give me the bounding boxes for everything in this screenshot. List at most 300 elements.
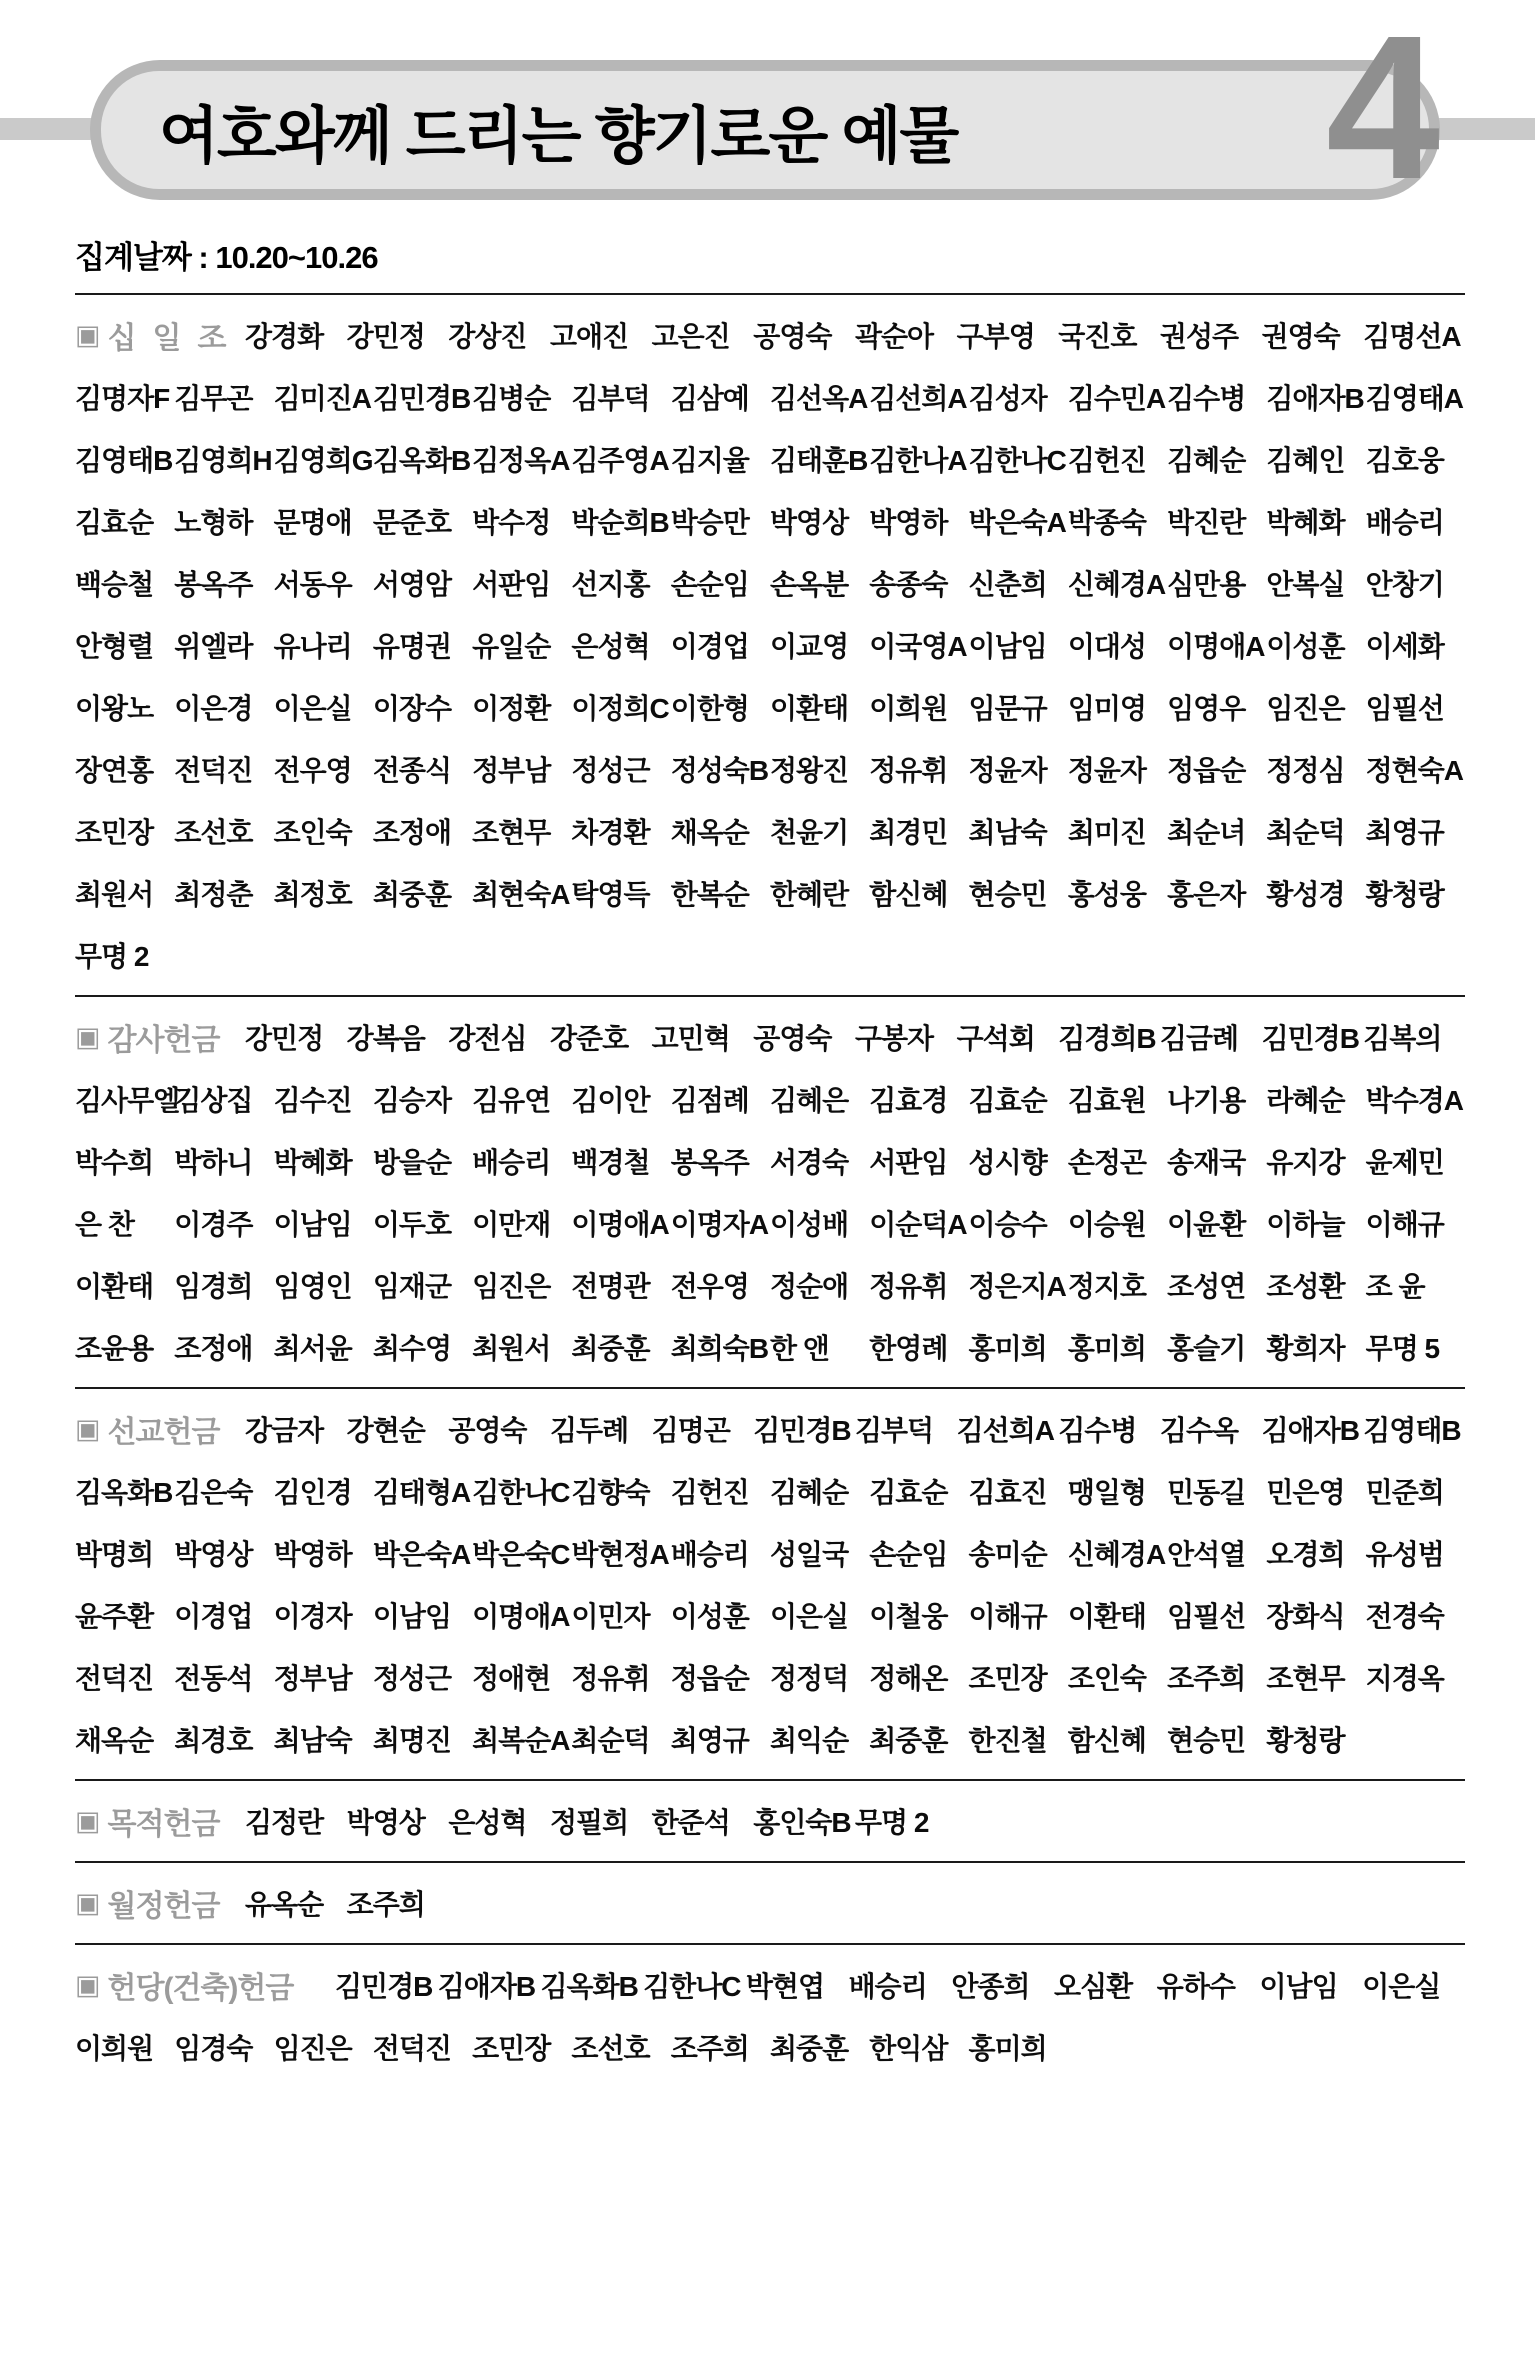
donor-name: 전덕진 — [372, 2033, 451, 2064]
donor-name: 정해온 — [869, 1663, 948, 1694]
donor-name: 정유휘 — [869, 755, 948, 786]
donor-name: 정유휘 — [571, 1663, 650, 1694]
donor-name: 맹일형 — [1067, 1477, 1146, 1508]
donor-name: 최원서 — [472, 1333, 551, 1364]
donor-name: 전명관 — [571, 1271, 650, 1302]
donor-name: 김영태B — [1363, 1415, 1461, 1446]
donor-name: 조현무 — [472, 817, 551, 848]
donor-name: 박은숙A — [968, 507, 1066, 538]
offering-sections — [75, 293, 1465, 2087]
name-cells — [75, 935, 1465, 975]
donor-name: 홍은자 — [1167, 879, 1246, 910]
donor-name: 최순녀 — [1167, 817, 1246, 848]
donor-name: 정유휘 — [869, 1271, 948, 1302]
donor-name: 이대성 — [1067, 631, 1146, 662]
donor-name: 이남임 — [1259, 1971, 1338, 2002]
donor-name: 이경자 — [273, 1601, 352, 1632]
donor-name: 강민정 — [346, 321, 425, 352]
name-cells — [245, 1801, 1465, 1841]
offering-section — [75, 1779, 1465, 1861]
donor-name: 신혜경A — [1067, 569, 1166, 600]
name-row — [75, 862, 1465, 924]
donor-name: 김유연 — [472, 1085, 551, 1116]
section-label-text: 월정헌금 — [107, 1890, 220, 1923]
donor-name: 김애자B — [1266, 383, 1364, 414]
name-cells — [245, 1883, 1465, 1923]
donor-name: 박순희B — [571, 507, 669, 538]
donor-name: 김민경B — [335, 1971, 433, 2002]
donor-name: 김향숙 — [571, 1477, 650, 1508]
offering-section — [75, 1387, 1465, 1779]
donor-name: 이남임 — [968, 631, 1047, 662]
section-label — [75, 1799, 245, 1843]
donor-name: 정정심 — [1266, 755, 1345, 786]
donor-name: 박현엽 — [745, 1971, 825, 2002]
donor-name: 황희자 — [1266, 1333, 1345, 1364]
donor-name: 이남임 — [372, 1601, 451, 1632]
donor-name: 김이안 — [571, 1085, 650, 1116]
donor-name: 조성환 — [1266, 1271, 1345, 1302]
donor-name: 김한나A — [869, 445, 967, 476]
donor-name: 임문규 — [968, 693, 1047, 724]
donor-name: 최중훈 — [869, 1725, 948, 1756]
donor-name: 박종숙 — [1067, 507, 1146, 538]
donor-name: 장화식 — [1266, 1601, 1345, 1632]
donor-name: 박현정A — [571, 1539, 669, 1570]
section-marker-icon: ▣ — [75, 1021, 100, 1052]
donor-name: 박혜화 — [1266, 507, 1345, 538]
donor-name: 박영하 — [273, 1539, 352, 1570]
donor-name: 김옥화B — [75, 1477, 173, 1508]
donor-name: 김영희G — [273, 445, 373, 476]
donor-name: 김효진 — [968, 1477, 1047, 1508]
donor-name: 성일국 — [769, 1539, 849, 1570]
donor-name: 최중훈 — [372, 879, 451, 910]
donor-name: 최중훈 — [769, 2033, 849, 2064]
name-row — [75, 924, 1465, 986]
name-row — [75, 304, 1465, 366]
donor-name: 서경숙 — [769, 1147, 849, 1178]
donor-name: 박은숙C — [472, 1539, 570, 1570]
donor-name: 유명권 — [372, 631, 451, 662]
name-cells — [75, 563, 1465, 603]
donor-name: 김옥화B — [372, 445, 471, 476]
donor-name: 김사무엘 — [75, 1085, 180, 1116]
donor-name: 최미진 — [1067, 817, 1146, 848]
donor-name: 이명자A — [670, 1209, 769, 1240]
donor-name: 이명애A — [571, 1209, 669, 1240]
donor-name: 박수정 — [472, 507, 551, 538]
donor-name: 구부영 — [956, 321, 1035, 352]
donor-name: 한익삼 — [869, 2033, 948, 2064]
donor-name: 이성훈 — [670, 1601, 749, 1632]
section-marker-icon: ▣ — [75, 1887, 100, 1918]
donor-name: 정순애 — [769, 1271, 849, 1302]
donor-name: 문명애 — [273, 507, 352, 538]
donor-name: 박수경A — [1365, 1085, 1464, 1116]
donor-name: 이경주 — [174, 1209, 253, 1240]
donor-name: 조선호 — [174, 817, 253, 848]
donor-name: 김혜순 — [769, 1477, 849, 1508]
donor-name: 김효순 — [968, 1085, 1047, 1116]
donor-name: 최명진 — [372, 1725, 451, 1756]
donor-name: 홍슬기 — [1167, 1333, 1246, 1364]
donor-name: 정현숙A — [1365, 755, 1464, 786]
donor-name: 이희원 — [75, 2033, 154, 2064]
name-row — [75, 1584, 1465, 1646]
donor-name: 황성경 — [1266, 879, 1345, 910]
donor-name: 최원서 — [75, 879, 154, 910]
offering-section — [75, 995, 1465, 1387]
donor-name: 유성범 — [1365, 1539, 1444, 1570]
name-row — [75, 1254, 1465, 1316]
donor-name: 유지강 — [1266, 1147, 1345, 1178]
donor-name: 이남임 — [273, 1209, 352, 1240]
donor-name: 공영숙 — [753, 321, 832, 352]
section-label-text: 감사헌금 — [107, 1024, 220, 1057]
section-rows — [75, 1006, 1465, 1378]
donor-name: 은성혁 — [571, 631, 650, 662]
donor-name: 최서윤 — [273, 1333, 352, 1364]
donor-name: 김미진A — [273, 383, 371, 414]
donor-name: 김점례 — [670, 1085, 749, 1116]
section-rows — [75, 1872, 1465, 1934]
section-label — [75, 313, 245, 357]
donor-name: 김수병 — [1058, 1415, 1137, 1446]
donor-name: 조민장 — [75, 817, 154, 848]
section-label — [75, 1407, 245, 1451]
offering-section — [75, 1861, 1465, 1943]
donor-name: 송종숙 — [869, 569, 948, 600]
name-row — [75, 1068, 1465, 1130]
name-row — [75, 1316, 1465, 1378]
donor-name: 정성숙B — [670, 755, 769, 786]
title-banner — [90, 60, 1440, 200]
name-row — [75, 676, 1465, 738]
donor-name: 김정란 — [245, 1807, 324, 1838]
name-row — [75, 428, 1465, 490]
name-cells — [75, 873, 1465, 913]
donor-name: 임경숙 — [174, 2033, 253, 2064]
donor-name: 정애현 — [472, 1663, 551, 1694]
donor-name: 서동우 — [273, 569, 352, 600]
donor-name: 차경환 — [571, 817, 650, 848]
section-marker-icon: ▣ — [75, 1969, 100, 2000]
donor-name: 김옥화B — [540, 1971, 638, 2002]
name-cells — [75, 1203, 1465, 1243]
donor-name: 봉옥주 — [670, 1147, 749, 1178]
donor-name: 정지호 — [1067, 1271, 1146, 1302]
donor-name: 김한나C — [643, 1971, 741, 2002]
donor-name: 정부남 — [472, 755, 551, 786]
donor-name: 이희원 — [869, 693, 948, 724]
donor-name: 서판임 — [472, 569, 551, 600]
donor-name: 김혜인 — [1266, 445, 1345, 476]
donor-name: 한혜란 — [769, 879, 849, 910]
donor-name: 임영인 — [273, 1271, 352, 1302]
donor-name: 손옥분 — [769, 569, 849, 600]
donor-name: 강민정 — [245, 1023, 324, 1054]
donor-name: 최수영 — [372, 1333, 451, 1364]
name-cells — [75, 811, 1465, 851]
donor-name: 조 윤 — [1365, 1271, 1425, 1302]
donor-name: 최정춘 — [174, 879, 253, 910]
donor-name: 조정애 — [174, 1333, 253, 1364]
donor-name: 최중훈 — [571, 1333, 650, 1364]
donor-name: 신혜경A — [1067, 1539, 1166, 1570]
name-cells — [75, 687, 1465, 727]
donor-name: 이은경 — [174, 693, 253, 724]
donor-name: 이환태 — [1067, 1601, 1146, 1632]
donor-name: 배승리 — [1365, 507, 1444, 538]
donor-name: 고애진 — [549, 321, 629, 352]
donor-name: 권영숙 — [1261, 321, 1340, 352]
donor-name: 김선희A — [869, 383, 967, 414]
name-cells — [245, 1017, 1465, 1057]
donor-name: 조현무 — [1266, 1663, 1345, 1694]
donor-name: 최희숙B — [670, 1333, 769, 1364]
donor-name: 김효경 — [869, 1085, 948, 1116]
donor-name: 이경업 — [174, 1601, 253, 1632]
donor-name: 은 찬 — [75, 1209, 134, 1240]
donor-name: 배승리 — [472, 1147, 551, 1178]
donor-name: 이은실 — [273, 693, 352, 724]
section-label-text: 선교헌금 — [107, 1416, 220, 1449]
name-row — [75, 1954, 1465, 2016]
donor-name: 오경희 — [1266, 1539, 1345, 1570]
name-cells — [75, 501, 1465, 541]
name-row — [75, 366, 1465, 428]
donor-name: 손순임 — [670, 569, 749, 600]
donor-name: 김태훈B — [769, 445, 868, 476]
donor-name: 무명 5 — [1365, 1333, 1440, 1364]
donor-name: 김수옥 — [1159, 1415, 1239, 1446]
donor-name: 이윤환 — [1167, 1209, 1246, 1240]
name-row — [75, 552, 1465, 614]
donor-name: 김명자F — [75, 383, 170, 414]
donor-name: 최경민 — [869, 817, 948, 848]
donor-name: 김상집 — [174, 1085, 253, 1116]
donor-name: 김삼예 — [670, 383, 749, 414]
donor-name: 김성자 — [968, 383, 1047, 414]
donor-name: 한 앤 — [769, 1333, 829, 1364]
donor-name: 채옥순 — [75, 1725, 154, 1756]
name-cells — [75, 1265, 1465, 1305]
name-row — [75, 738, 1465, 800]
donor-name: 곽순아 — [854, 321, 934, 352]
donor-name: 전덕진 — [75, 1663, 154, 1694]
donor-name: 김태형A — [372, 1477, 471, 1508]
donor-name: 김두례 — [549, 1415, 629, 1446]
donor-name: 홍미희 — [968, 2033, 1047, 2064]
name-row — [75, 1708, 1465, 1770]
section-rows — [75, 1954, 1465, 2078]
donor-name: 최남숙 — [968, 817, 1047, 848]
donor-name: 조주희 — [1167, 1663, 1246, 1694]
donor-name: 봉옥주 — [174, 569, 253, 600]
donor-name: 김애자B — [437, 1971, 536, 2002]
donor-name: 서판임 — [869, 1147, 948, 1178]
name-cells — [75, 1657, 1465, 1697]
donor-name: 안종희 — [951, 1971, 1030, 2002]
section-rows — [75, 1398, 1465, 1770]
name-cells — [245, 315, 1465, 355]
donor-name: 김주영A — [571, 445, 669, 476]
donor-name: 최영규 — [1365, 817, 1444, 848]
donor-name: 최익순 — [769, 1725, 849, 1756]
donor-name: 강상진 — [448, 321, 527, 352]
donor-name: 정정덕 — [769, 1663, 849, 1694]
section-marker-icon: ▣ — [75, 1413, 100, 1444]
donor-name: 이순덕A — [869, 1209, 967, 1240]
section-label — [75, 1015, 245, 1059]
donor-name: 이승원 — [1067, 1209, 1146, 1240]
name-row — [75, 1192, 1465, 1254]
donor-name: 선지홍 — [571, 569, 650, 600]
donor-name: 강금자 — [245, 1415, 324, 1446]
donor-name: 정읍순 — [670, 1663, 749, 1694]
donor-name: 정성근 — [372, 1663, 451, 1694]
donor-name: 박은숙A — [372, 1539, 471, 1570]
donor-name: 한영례 — [869, 1333, 948, 1364]
donor-name: 조인숙 — [273, 817, 352, 848]
donor-name: 최현숙A — [472, 879, 570, 910]
name-cells — [75, 1327, 1465, 1367]
donor-name: 이민자 — [571, 1601, 650, 1632]
donor-name: 김효원 — [1067, 1085, 1146, 1116]
donor-name: 임경희 — [174, 1271, 253, 1302]
offering-section — [75, 1943, 1465, 2087]
donor-name: 무명 2 — [75, 941, 149, 972]
donor-name: 조정애 — [372, 817, 451, 848]
donor-name: 유옥순 — [245, 1889, 324, 1920]
donor-name: 김복의 — [1363, 1023, 1442, 1054]
donor-name: 임필선 — [1167, 1601, 1246, 1632]
donor-name: 황청랑 — [1365, 879, 1444, 910]
section-rows — [75, 1790, 1465, 1852]
donor-name: 신춘희 — [968, 569, 1047, 600]
donor-name: 라혜순 — [1266, 1085, 1345, 1116]
donor-name: 임필선 — [1365, 693, 1444, 724]
donor-name: 이세화 — [1365, 631, 1444, 662]
donor-name: 전덕진 — [174, 755, 253, 786]
name-row — [75, 1872, 1465, 1934]
tally-date-label: 집계날짜 : 10.20~10.26 — [75, 240, 378, 275]
donor-name: 박영상 — [769, 507, 849, 538]
donor-name: 김호웅 — [1365, 445, 1444, 476]
donor-name: 임재군 — [372, 1271, 451, 1302]
name-cells — [245, 1409, 1465, 1449]
donor-name: 서영암 — [372, 569, 451, 600]
donor-name: 김병순 — [472, 383, 551, 414]
donor-name: 김영태B — [75, 445, 173, 476]
donor-name: 무명 2 — [854, 1807, 929, 1838]
donor-name: 홍미희 — [1067, 1333, 1146, 1364]
section-label — [75, 1881, 245, 1925]
donor-name: 강준호 — [549, 1023, 629, 1054]
donor-name: 김한나C — [472, 1477, 570, 1508]
name-cells — [75, 377, 1465, 417]
donor-name: 이장수 — [372, 693, 451, 724]
donor-name: 임진은 — [273, 2033, 352, 2064]
donor-name: 공영숙 — [448, 1415, 527, 1446]
donor-name: 전종식 — [372, 755, 451, 786]
donor-name: 천윤기 — [769, 817, 849, 848]
donor-name: 지경옥 — [1365, 1663, 1444, 1694]
donor-name: 은성혁 — [448, 1807, 527, 1838]
page-title: 여호와께 드리는 향기로운 예물 — [159, 101, 958, 171]
donor-name: 안복실 — [1266, 569, 1345, 600]
donor-name: 권성주 — [1159, 321, 1239, 352]
donor-name: 김수병 — [1167, 383, 1246, 414]
donor-name: 오심환 — [1054, 1971, 1133, 2002]
donor-name: 고은진 — [651, 321, 730, 352]
donor-name: 조주희 — [670, 2033, 749, 2064]
donor-name: 유나리 — [273, 631, 352, 662]
donor-name: 김승자 — [372, 1085, 451, 1116]
donor-name: 구봉자 — [854, 1023, 934, 1054]
donor-name: 김선희A — [956, 1415, 1054, 1446]
section-marker-icon: ▣ — [75, 1805, 100, 1836]
donor-name: 이은실 — [769, 1601, 849, 1632]
offering-section — [75, 293, 1465, 995]
donor-name: 홍인숙B — [753, 1807, 851, 1838]
donor-name: 이정환 — [472, 693, 551, 724]
donor-name: 김혜은 — [769, 1085, 849, 1116]
donor-name: 조윤용 — [75, 1333, 154, 1364]
donor-name: 장연홍 — [75, 755, 154, 786]
donor-name: 한준석 — [651, 1807, 730, 1838]
donor-name: 박하니 — [174, 1147, 253, 1178]
donor-name: 이해규 — [968, 1601, 1047, 1632]
section-label-text: 목적헌금 — [107, 1808, 220, 1841]
donor-name: 김헌진 — [670, 1477, 749, 1508]
donor-name: 정윤자 — [968, 755, 1047, 786]
header — [0, 0, 1535, 222]
name-cells — [75, 1141, 1465, 1181]
donor-name: 전경숙 — [1365, 1601, 1444, 1632]
donor-name: 한복순 — [670, 879, 749, 910]
donor-name: 임미영 — [1067, 693, 1146, 724]
name-row — [75, 800, 1465, 862]
name-row — [75, 614, 1465, 676]
donor-name: 김수민A — [1067, 383, 1166, 414]
donor-name: 민준희 — [1365, 1477, 1444, 1508]
name-cells — [75, 2027, 1465, 2067]
donor-name: 조주희 — [346, 1889, 425, 1920]
donor-name: 성시향 — [968, 1147, 1047, 1178]
donor-name: 조민장 — [472, 2033, 551, 2064]
donor-name: 안창기 — [1365, 569, 1444, 600]
name-row — [75, 1006, 1465, 1068]
name-cells — [75, 1471, 1465, 1511]
donor-name: 조성연 — [1167, 1271, 1246, 1302]
donor-name: 탁영득 — [571, 879, 650, 910]
donor-name: 채옥순 — [670, 817, 749, 848]
section-label-text: 헌당(건축)헌금 — [107, 1972, 294, 2005]
donor-name: 강경화 — [245, 321, 324, 352]
donor-name: 최경호 — [174, 1725, 253, 1756]
donor-name: 민은영 — [1266, 1477, 1345, 1508]
name-cells — [335, 1965, 1465, 2005]
donor-name: 안형렬 — [75, 631, 154, 662]
donor-name: 박영상 — [174, 1539, 253, 1570]
donor-name: 공영숙 — [753, 1023, 832, 1054]
donor-name: 함신혜 — [869, 879, 948, 910]
donor-name: 김부덕 — [854, 1415, 934, 1446]
donor-name: 이하늘 — [1266, 1209, 1345, 1240]
donor-name: 이환태 — [769, 693, 849, 724]
